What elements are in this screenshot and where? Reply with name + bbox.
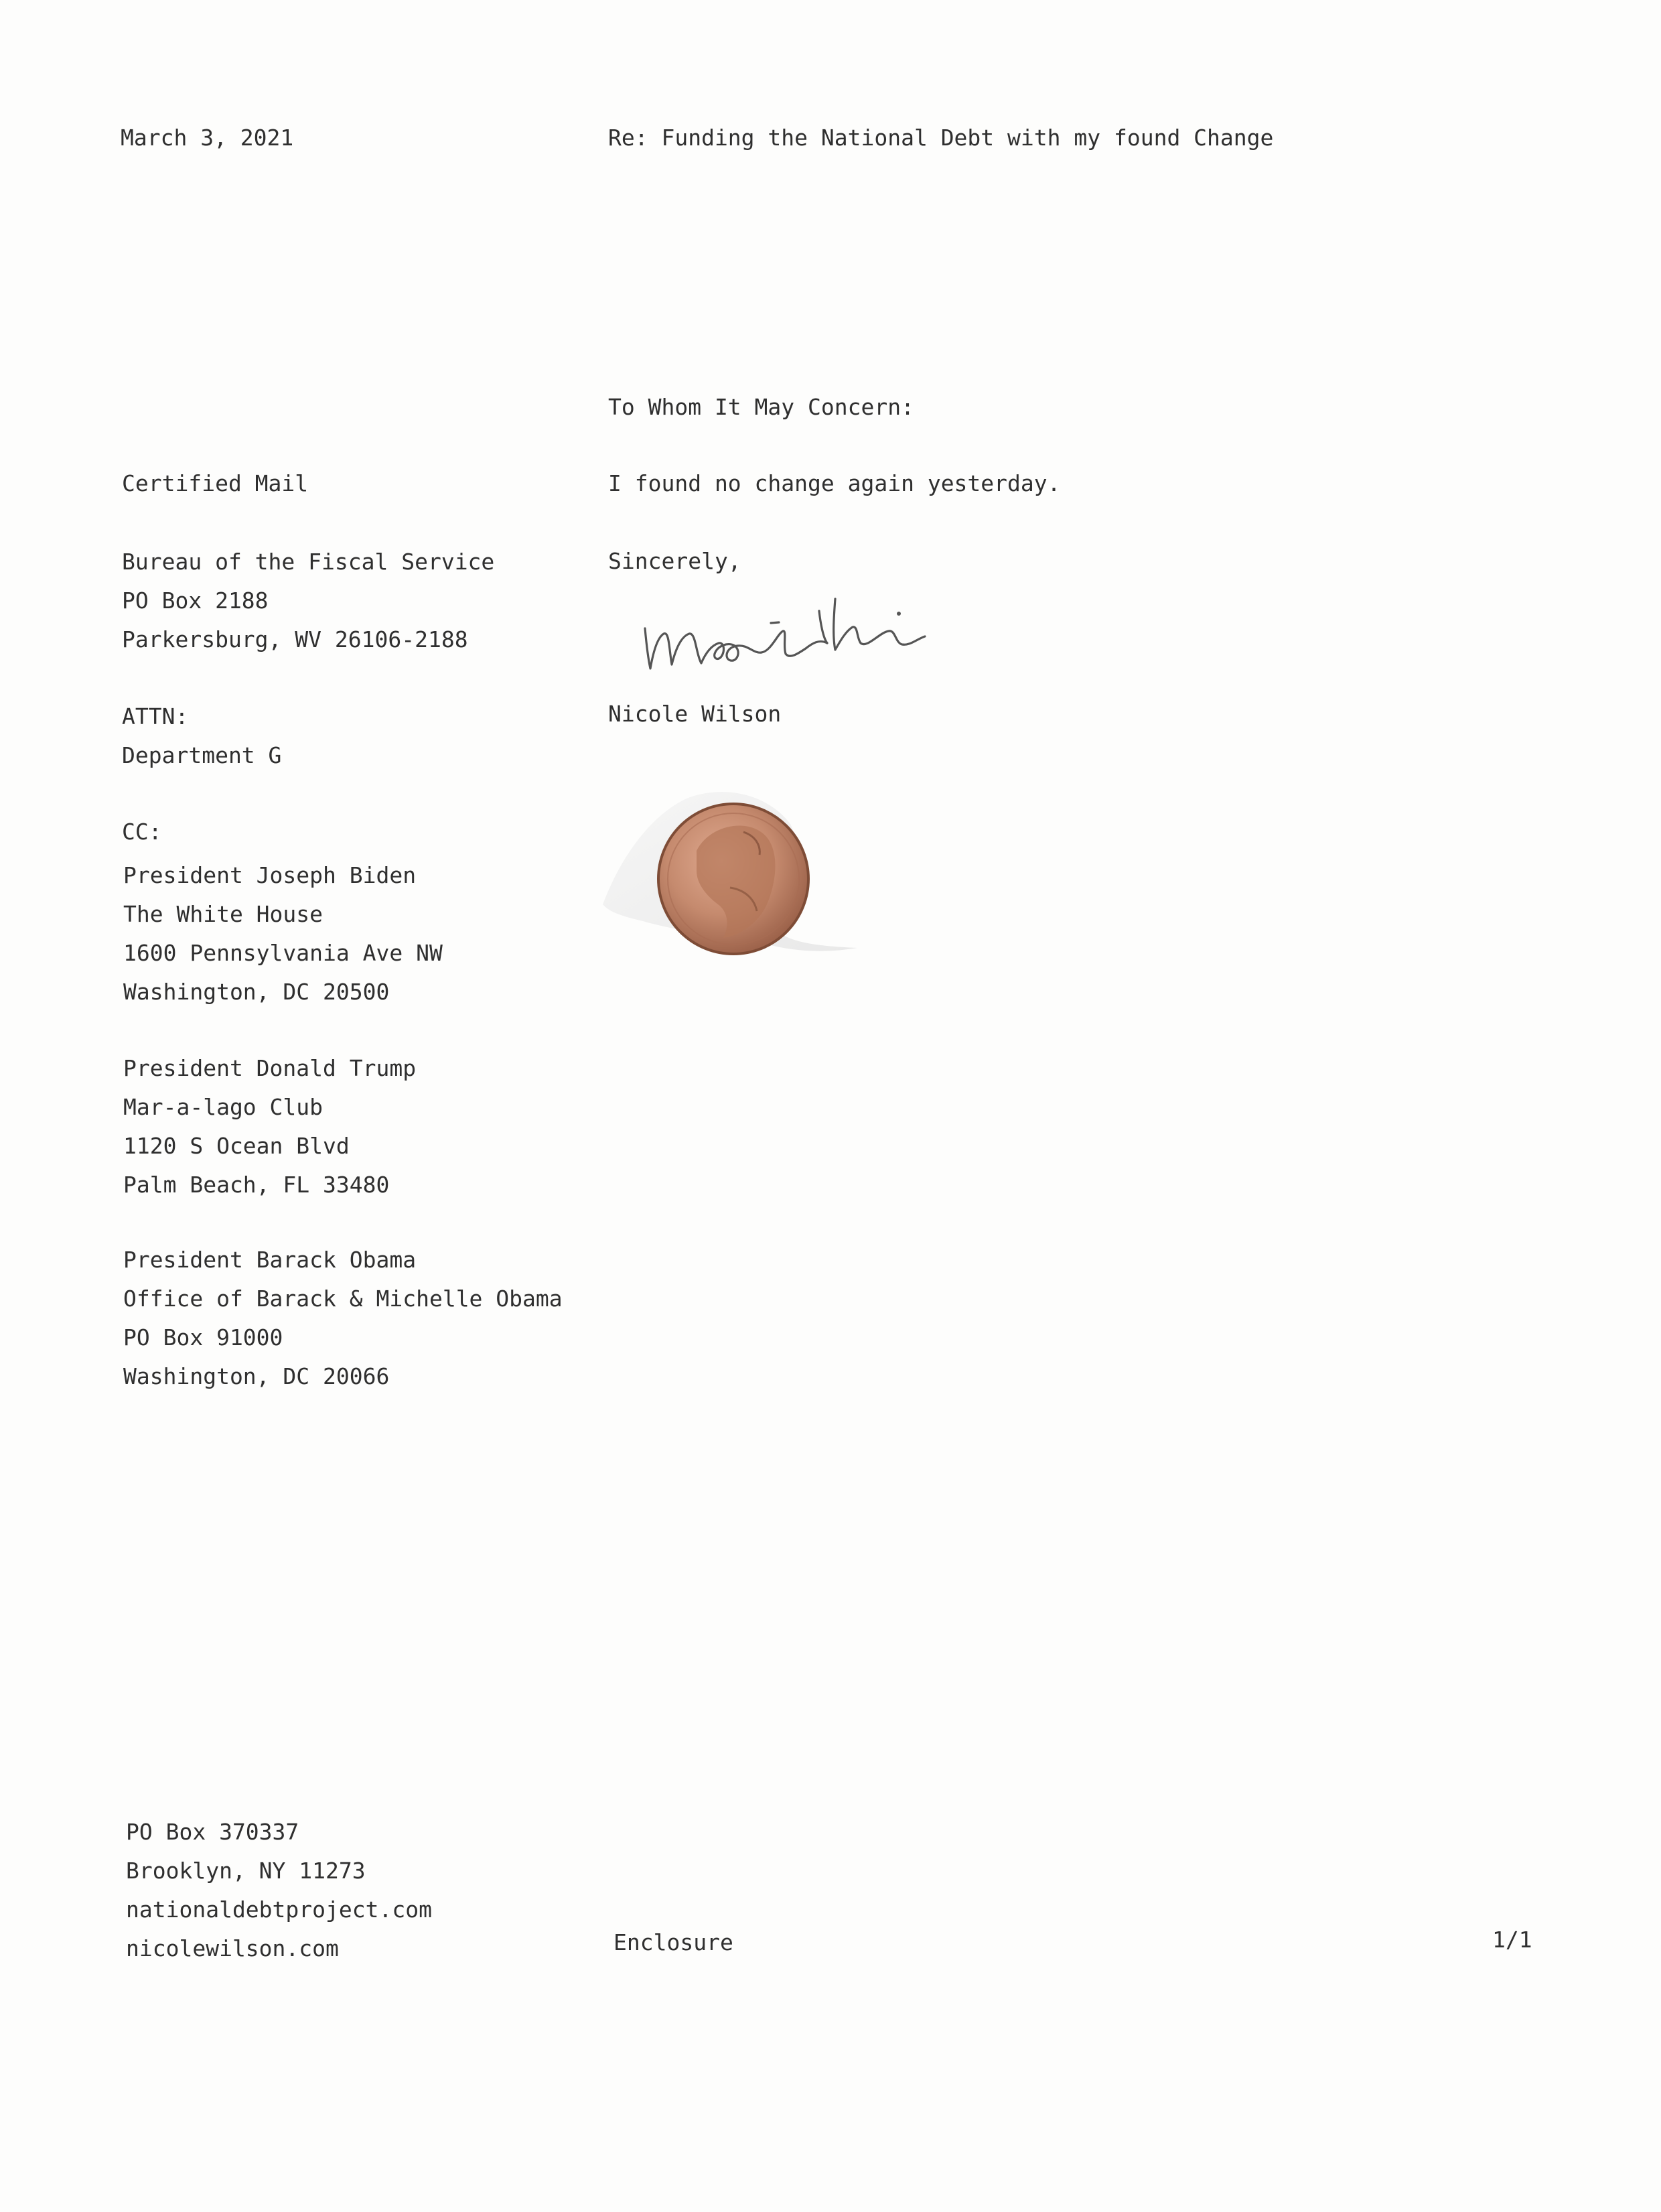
enclosure-note: Enclosure xyxy=(613,1929,733,1955)
address-line: Parkersburg, WV 26106-2188 xyxy=(122,626,468,652)
cc-label: CC: xyxy=(122,819,162,845)
closing: Sincerely, xyxy=(608,548,741,574)
cc-line: 1120 S Ocean Blvd xyxy=(123,1133,350,1159)
cc-line: Office of Barack & Michelle Obama xyxy=(123,1286,563,1312)
return-address-line: nationaldebtproject.com xyxy=(126,1896,432,1923)
cc-line: 1600 Pennsylvania Ave NW xyxy=(123,940,443,966)
cc-entry xyxy=(123,1241,563,1396)
attn-department: Department G xyxy=(122,742,282,768)
return-address-line: nicolewilson.com xyxy=(126,1935,339,1961)
cc-line: Mar-a-lago Club xyxy=(123,1094,323,1120)
cc-line: President Joseph Biden xyxy=(123,862,417,888)
letter-subject: Re: Funding the National Debt with my found Change xyxy=(608,125,1274,151)
cc-line: PO Box 91000 xyxy=(123,1324,283,1351)
letter-date: March 3, 2021 xyxy=(121,125,294,151)
return-address-line: Brooklyn, NY 11273 xyxy=(126,1858,366,1884)
cc-line: President Donald Trump xyxy=(123,1055,417,1081)
cc-line: The White House xyxy=(123,901,323,927)
cc-line: Palm Beach, FL 33480 xyxy=(123,1172,390,1198)
letter-body: I found no change again yesterday. xyxy=(608,470,1061,496)
signature-image xyxy=(640,590,961,690)
cc-line: President Barack Obama xyxy=(123,1247,417,1273)
cc-line: Washington, DC 20500 xyxy=(123,979,390,1005)
address-line: Bureau of the Fiscal Service xyxy=(122,549,495,575)
attn-label: ATTN: xyxy=(122,703,189,730)
cc-entry xyxy=(123,1049,416,1204)
signer-name: Nicole Wilson xyxy=(608,701,782,727)
page-number: 1/1 xyxy=(1492,1927,1532,1953)
delivery-method: Certified Mail xyxy=(122,470,309,496)
address-line: PO Box 2188 xyxy=(122,587,269,614)
return-address-line: PO Box 370337 xyxy=(126,1819,299,1845)
return-address xyxy=(126,1813,432,1968)
cc-entry xyxy=(123,856,443,1012)
salutation: To Whom It May Concern: xyxy=(608,394,914,420)
recipient-address xyxy=(122,543,494,659)
enclosed-penny xyxy=(596,770,864,991)
cc-line: Washington, DC 20066 xyxy=(123,1363,390,1389)
